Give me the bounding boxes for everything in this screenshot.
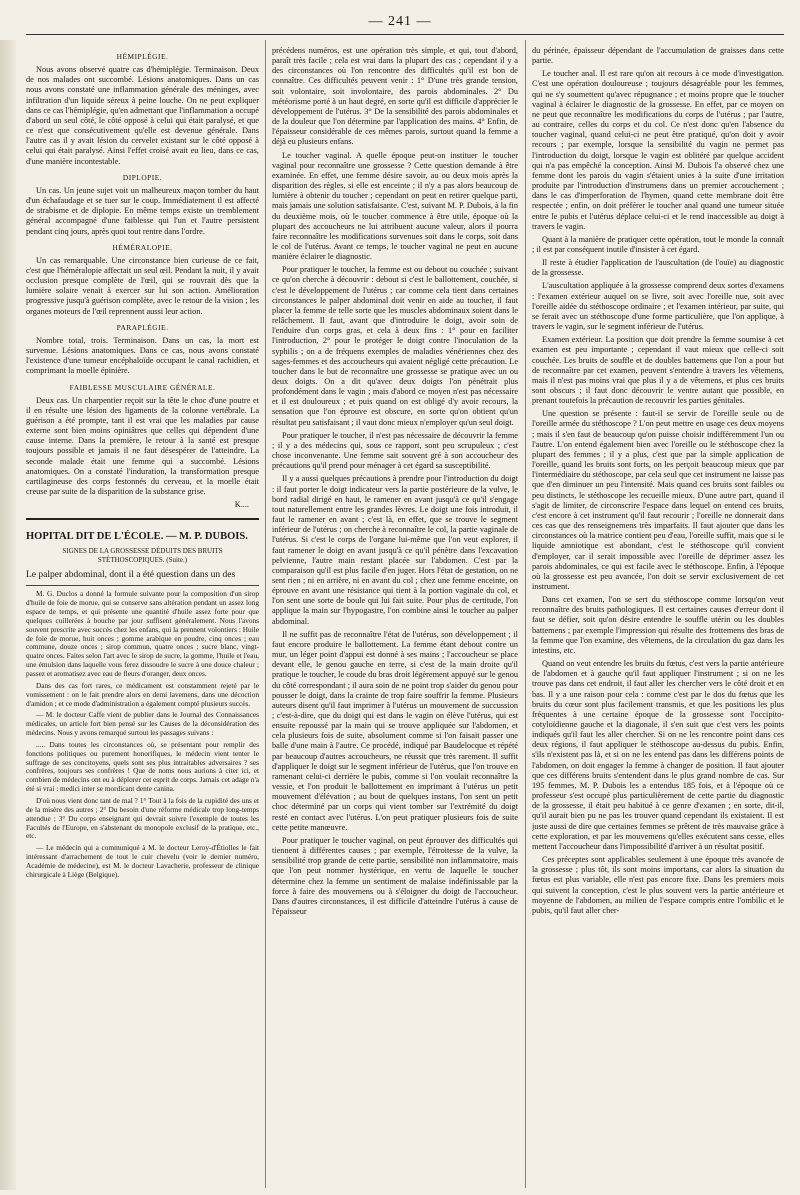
paragraph: Pour pratiquer le toucher vaginal, on peut éprouver des difficultés qui tiennent à différentes causes ; par exemple, l'étroitesse de la vulve, la sensibilité trop grande de cette partie, sensibilité non inflammatoire, mais que l'on peut nommer hystérique, en vertu de laquelle le toucher détermine chez la femme un sentiment de malaise indéfinissable par la force à faire des mouvemens ou à s'éloigner du doigt de l'accoucheur. Dans d'autres circonstances, il est difficile d'atteindre l'utérus à cause de l'épaisseur [272, 835, 518, 916]
paragraph: Ces préceptes sont applicables seulement à une époque très avancée de la grossesse ; plus tôt, ils sont moins importans, car alors la situation du fœtus est plus variable, elle n'est pas encore fixe. Dans les premiers mois qui suivent la conception, c'est le plus souvent vers la partie antérieure et moyenne de l'abdomen, au milieu de l'espace compris entre l'ombilic et le pubis, qu'il faut aller cher- [532, 855, 784, 915]
small-paragraph: — Le médecin qui a communiqué à M. le docteur Leroy-d'Étiolles le fait intéressant d'arrachement de tout le cuir chevelu (voir le dernier numéro, Académie de médecine), est M. le docteur Lavacherie, professeur de clinique chirurgicale à Liège (Belgique). [26, 843, 259, 879]
paragraph: L'auscultation appliquée à la grossesse comprend deux sortes d'examens : l'examen extérieur auquel on se livre, soit avec l'oreille nue, soit avec l'oreille aidée du stéthoscope ordinaire ; et l'examen intérieur, par suite, qui se ferait avec un stéthoscope d'une forme particulière, que l'on applique, à travers le vagin, sur le segment inférieur de l'utérus. [532, 281, 784, 332]
small-paragraph: — M. le docteur Caffe vient de publier dans le Journal des Connaissances médicales, un article fort bien pensé sur les Causes de la déconsidération des médecins. Nous y avons remarqué surtout les passages suivans : [26, 710, 259, 738]
scan-edge [0, 40, 16, 1190]
small-paragraph: Dans des cas fort rares, ce médicament est constamment rejeté par le vomissement : on le fait prendre alors en demi lavemens, dans une décoction d'amidon ; et ce mode d'administration a également compté plusieurs succès. [26, 680, 259, 708]
column-right [532, 46, 784, 919]
section-heading: HÉMÉRALOPIE. [112, 242, 173, 252]
column-divider [265, 40, 266, 1188]
paragraph: Il ne suffit pas de reconnaître l'état de l'utérus, son développement ; il faut encore produire le ballottement. La femme étant debout contre un mur, un léger point d'appui est donné à ses mains ; l'accoucheur se place devant elle, le genou gauche en terre, si c'est de la main droite qu'il pratique le toucher, le coude du bras droit légèrement appuyé sur le genou du côté correspondant ; il aura soin de ne point trop s'aider du genou pour pousser le doigt, dans la crainte de trop faire souffrir la femme. Plusieurs auteurs disent qu'il faut imprimer à l'utérus un mouvement de succussion ; c'est-à-dire, que du doigt qui est dans le vagin on élève l'utérus, qui est ensuite repoussé par la main qui se trouve appliquée sur l'abdomen, et cela plusieurs fois de suite, absolument comme si l'on faisait passer une balle d'une main à l'autre. Ce procédé, indiqué par Baudelocque et répété par beaucoup d'autres accoucheurs, ne réussit que très rarement. Il suffit d'appliquer le doigt sur le segment inférieur de l'utérus, que l'on trouve en ramenant celui-ci derrière le pubis, comme si l'on voulait reconnaître la vessie, et l'on produit le ballottement en imprimant à l'utérus un petit mouvement d'élévation ; au bout de quelques instans, l'on sent un petit choc déterminé par un corps qui vient tomber sur l'extrémité du doigt resté en contact avec l'utérus. L'on peut pratiquer plusieurs fois de suite cette petite manœuvre. [272, 629, 518, 832]
column-middle [272, 46, 518, 920]
divider [26, 518, 259, 520]
paragraph: du périnée, épaisseur dépendant de l'accumulation de graisses dans cette partie. [532, 46, 784, 66]
paragraph: Nous avons observé quatre cas d'hémiplégie. Terminaison. Deux de nos malades ont succombé. Lésions anatomiques. Dans un cas nous avons constaté une inflammation générale des méninges, avec infiltration d'un liquide séreux à peine louche. On ne peut expliquer dans ce cas l'hémiplégie, qu'en admettant que l'inflammation a occupé d'abord un seul côté, le côté opposé à celui qui était paralysé, et que ce n'est que consécutivement qu'elle est devenue générale. Dans l'autre cas il y avait lésion du cervelet existant sur le côté opposé à celui qui était paralysé. Ainsi l'effet croisé avait eu lieu, dans ce cas, d'une manière incontestable. [26, 65, 259, 166]
paragraph: Dans cet examen, l'on se sert du stéthoscope comme lorsqu'on veut reconnaître des bruits pathologiques. Il est certaines causes d'erreur dont il faut se défier, soit qu'on désire entendre le souffle utérin ou les doubles battemens ; par exemple l'impression qui résulte des frottemens des bras de la femme que l'on examine, des vêtemens, de la circulation du gaz dans les intestins, etc. [532, 595, 784, 655]
paragraph: Pour pratiquer le toucher, il n'est pas nécessaire de découvrir la femme ; il y a des médecins qui, sous ce rapport, sont peu scrupuleux ; c'est chose inconvenante. Une femme sait souvent gré à son accoucheur des précautions qu'il prend pour ménager à cet égard sa susceptibilité. [272, 430, 518, 471]
section-heading: DIPLOPIE. [122, 172, 163, 182]
section-heading: HÉMIPLÉGIE. [116, 52, 169, 61]
paragraph: Nombre total, trois. Terminaison. Dans un cas, la mort est survenue. Lésions anatomiques. Dans ce cas, nous avons constaté l'existence d'une tumeur encéphaloïde occupant le canal rachidien, et comprimant la moelle épinière. [26, 335, 259, 376]
small-paragraph: D'où nous vient donc tant de mal ? 1° Tout à la fois de la cupidité des uns et de la misère des autres ; 2° Du besoin d'une réforme médicale trop long-temps attendue ; 3° Du corps enseignant qui devrait suivre l'exemple de toutes les Facultés de l'Europe, en s'abstenant du monopole exclusif de la pratique, etc., etc. [26, 795, 259, 841]
paragraph: Il y a aussi quelques précautions à prendre pour l'introduction du doigt : il faut porter le doigt indicateur vers la partie postérieure de la vulve, le bord radial dirigé en haut, le ramener en avant jusqu'à ce qu'il s'engage tout naturellement entre les grandes lèvres. Le doigt une fois introduit, il faut le ramener en avant ; c'est là, en effet, que se trouve le segment inférieur de l'utérus ; on cherche à reconnaître le col, la partie vaginale de l'utérus. Si c'est le corps de l'organe lui-même que l'on veut explorer, il faut ramener le doigt en avant jusqu'à ce qu'il pénètre dans l'excavation pelvienne, l'autre main restant placée sur l'abdomen. C'est par la comparaison qu'il est plus facile d'en juger. Hors l'état de gestation, on ne sent rien ; ni en arrière, ni en avant du col ; chez une femme enceinte, on éprouve en avant une résistance qui tient à la portion vaginale du col, et l'on sent une sorte de boule qui lui fait suite. Pour plus de certitude, l'on applique la main sur l'hypogastre, l'on combine ainsi le toucher au palper abdominal. [272, 474, 518, 626]
divider [26, 585, 259, 586]
section-heading: PARAPLÉGIE. [116, 322, 169, 332]
signature: K.... [234, 500, 249, 510]
paragraph: Une question se présente : faut-il se servir de l'oreille seule ou de l'oreille armée du stéthoscope ? L'on peut mettre en usage ces deux moyens ; mais il s'en faut de beaucoup qu'on puisse choisir indifféremment l'un ou l'autre. L'on entend également bien avec l'oreille ou le stéthoscope chez la plupart des femmes ; il y a plus, c'est que par la simple application de l'oreille, quand les bruits sont forts, on les perçoit beaucoup mieux que par l'intermédiaire du stéthoscope, par cela seul que cet instrument ne laisse pas que d'en diminuer un peu l'intensité. Mais quand ces bruits sont faibles ou peu distincts, le stéthoscope les recueille mieux. D'une autre part, quand il s'agit de limiter, de circonscrire l'espace dans lequel on entend ces bruits, c'est encore à cet instrument qu'il faut recourir ; l'oreille ne donnerait dans ces cas que des renseignemens très imparfaits. Il faut ajouter que dans les circonstances où la matrice contient peu d'eau, l'oreille suffit, mais que si le liquide amniotique est abondant, c'est le stéthoscope qu'il convient d'employer, car il serait impossible avec l'oreille de déprimer assez les parois abdominales, ce qui est facile avec le stéthoscope. Enfin, à l'époque où la grossesse est peu avancée, l'on doit se servir exclusivement de cet instrument. [532, 409, 784, 591]
paragraph: Le toucher vaginal. A quelle époque peut-on instituer le toucher vaginal pour reconnaître une grossesse ? Cette question demande à être examinée. En effet, une femme désire savoir, au ou deux mois après la disparition des règles, si elle est enceinte ; il n'y a pas alors beaucoup de lumière à obtenir du toucher ; cependant on peut en retirer quelque parti, mais jamais une solution satisfaisante. C'est, suivant M. P. Dubois, à la fin du deuxième mois, où le toucher commence à être utile, époque où la plupart des accoucheurs ne lui attribuent aucune valeur, alors il pourra faire reconnaître les modifications survenues soit dans le corps, soit dans le col de l'utérus. Avant ce temps, le toucher vaginal ne peut en aucune manière éclairer le diagnostic. [272, 150, 518, 262]
paragraph: précédens numéros, est une opération très simple, et qui, tout d'abord, paraît très facile ; cela est vrai dans la plupart des cas ; cependant il y a des circonstances où l'on rencontre des difficultés qu'il est bon de connaître. Ces difficultés peuvent venir : 1° D'une très grande tension, soit volontaire, soit involontaire, des parois abdominales. 2° Du météorisme porté à un haut degré, en sorte qu'il est difficile d'apprécier le développement de l'utérus. 3° De la sensibilité des parois abdominales et de la douleur que l'on détermine par l'application des mains. 4° Enfin, de l'épaisseur considérable de ces mêmes parois, surtout quand la femme a déjà eu plusieurs enfans. [272, 46, 518, 147]
small-paragraph: ..... Dans toutes les circonstances où, se présentant pour remplir des fonctions politiques ou purement honorifiques, le médecin vient tenter le suffrage de ses concitoyens, quels sont ses plus intraitables adversaires ? ses confrères, toujours ses confrères ! Que de noms nous aurions à citer ici, et combien de médecins ont eu à déplorer cet esprit de corps. Jamais cet adage n'a été si vrai : medici inter se mordicant dente canina. [26, 739, 259, 794]
paragraph: Examen extérieur. La position que doit prendre la femme soumise à cet examen est peu importante ; cependant il vaut mieux que celle-ci soit couchée. Les bruits de souffle et de doubles battemens que l'on a pour but de reconnaître par cet examen, peuvent s'entendre à travers les vêtemens, mais il n'est pas moins vrai que plus il y a de vêtemens, et plus ces bruits sont obscurs ; il faut donc découvrir le ventre autant que possible, en prenant toutefois la précaution de recouvrir les parties génitales. [532, 335, 784, 406]
paragraph: Deux cas. Un charpentier reçoit sur la tête le choc d'une poutre et il en résulte une lésion des ligaments de la colonne vertébrale. La guérison a été prompte, tant il est vrai que les maladies par cause externe sont bien moins opiniâtres que celles qui dépendent d'une cause interne. Dans la première, le retour à la santé est presque toujours possible et jamais il ne faut désespérer de l'atteindre. La seconde malade était une femme qui a succombé. Lésions anatomiques. On a constaté l'induration, la transformation presque cartilagineuse des corps festonnés du cerveau, et la moelle était creuse par suite de la disparition de la substance grise. [26, 395, 259, 497]
paragraph: Le toucher anal. Il est rare qu'on ait recours à ce mode d'investigation. C'est une opération douloureuse ; toujours désagréable pour les femmes, qui ne s'y soumettent qu'avec répugnance ; et moins propre que le toucher vaginal à éclairer le diagnostic de la grossesse. En effet, par ce moyen on ne peut que reconnaître les modifications du corps de l'utérus ; par l'autre, au contraire, celles du corps et du col. Ce n'est donc qu'en l'absence du toucher vaginal, quand celui-ci ne peut être pratiqué, qu'on doit y avoir recours ; par exemple, lorsque la sensibilité du vagin ne permet pas l'introduction du doigt, lorsque le vagin est oblitéré par quelque accident qui n'a pas empêché la conception. Ainsi M. Dubois l'a observé chez une femme dont les parois du vagin s'étaient unies à la suite d'une irritation produite par l'introduction d'instrumens dans un premier accouchement ; dans le cas d'imperforation de l'hymen, quand cette membrane doit être respectée ; enfin, on doit préférer le toucher anal quand une tumeur située entre le pubis et l'utérus déplace celui-ci et le rend inaccessible au doigt à travers le vagin. [532, 69, 784, 231]
paragraph: Pour pratiquer le toucher, la femme est ou debout ou couchée ; suivant ce qu'on cherche à découvrir : debout si c'est le ballottement, couchée, si c'est le développement de l'utérus ; car comme cela tient dans certaines circonstances le palper abdominal doit venir en aide au toucher, il faut placer la femme de telle sorte que les muscles abdominaux soient dans le relâchement. Il faut, avant que d'introduire le doigt, avoir soin de l'enduire d'un corps gras, et cela à deux fins : 1° pour en faciliter l'introduction, 2° pour le protéger le doigt contre l'inoculation de la syphilis ; on a de fréquens exemples de maladies vénériennes chez des sages-femmes et des accoucheurs qui avaient négligé cette précaution. Le toucher dans le but de reconnaître une grossesse se pratique avec un ou deux doigts. On a dit qu'avec deux doigts l'on pénétrait plus profondément dans le vagin ; mais d'abord ce moyen n'est pas nécessaire et il est douloureux ; et puis quand on est obligé d'y avoir recours, la sensation que l'on éprouve est obscure, en sorte qu'on obtient qu'un résultat peu satisfaisant ; il vaut donc mieux n'employer qu'un seul doigt. [272, 265, 518, 427]
paragraph: Un cas remarquable. Une circonstance bien curieuse de ce fait, c'est que l'héméralopie affectait un seul œil. Pendant la nuit, il y avait occlusion presque complète de l'œil, qui se rouvrait dès que la lumière solaire venait à exercer sur lui son action. Amélioration progressive jusqu'à guérison complète, avec le retour de la vision ; les organes moteurs de l'œil reprennent aussi leur action. [26, 255, 259, 316]
paragraph: Quand on veut entendre les bruits du fœtus, c'est vers la partie antérieure de l'abdomen et à gauche qu'il faut appliquer l'instrument ; si on ne les trouve pas dans cet endroit, il faut aller les chercher vers le côté droit et en bas. Il y a une raison pour cela : comme c'est par le dos du fœtus que les bruits du cœur sont plus facilement transmis, et que les positions les plus fréquentes à une certaine époque de la grossesse sont l'occipito-cotyloïdienne gauche et la diagonale, il s'en suit que c'est vers les points indiqués qu'il faut les aller chercher. Si on ne les rencontre point dans ces deux régions, il faut appliquer le stéthoscope au-dessus du pubis. Enfin, s'ils n'existent pas là, et si on ne les entend pas dans les différens points de l'abdomen, on doit engager la femme à changer de position. Il faut ajouter que ces différens bruits s'entendent dans le plus grand nombre de cas. Sur 195 femmes, M. P. Dubois les a entendus 185 fois, et à l'époque où ce professeur s'est occupé plus particulièrement de cette partie du diagnostic de la grossesse, il était peu habitué à ce genre d'examen ; en sorte, dit-il, qu'il aurait bien pu ne pas les trouver quand cependant ils existaient. Il est juste aussi de dire que certaines femmes se prêtent de très mauvaise grâce à cette exploration, et par les mouvemens qu'elles exécutent sans cesse, elles mettent l'accoucheur dans l'impossibilité d'arriver à un résultat positif. [532, 659, 784, 851]
paragraph: Il reste à étudier l'application de l'auscultation (de l'ouïe) au diagnostic de la grossesse. [532, 258, 784, 278]
lead-text: Le palper abdominal, dont il a été question dans un des [26, 570, 236, 581]
section-heading: FAIBLESSE MUSCULAIRE GÉNÉRALE. [69, 382, 216, 392]
paragraph: Quant à la manière de pratiquer cette opération, tout le monde la connaît ; il est par conséquent inutile d'insister à cet égard. [532, 234, 784, 254]
header-rule [26, 34, 784, 35]
small-paragraph: M. G. Duclos a donné la formule suivante pour la composition d'un sirop d'huile de foie de morue, qui se conserve sans altération pendant un assez long espace de temps, et qui présente une quantité d'huile assez forte pour que quelques cuillerées à bouche par jour suffisent généralement. Nous l'avons souvent prescrite avec succès chez les enfans, qui la prennent volontiers : Huile de foie de morue, huit onces ; gomme arabique en poudre, cinq onces ; eau commune, douze onces ; sirop commun, quatre onces ; sucre blanc, vingt-quatre onces. Faites selon l'art avec le sirop de sucre, la gomme, l'huile et l'eau, une émulsion dans laquelle vous ferez dissoudre le sucre à une douce chaleur ; passez et aromatisez avec eau de fleurs d'oranger, deux onces. [26, 589, 259, 678]
article-title: HOPITAL DIT DE L'ÉCOLE. — M. P. DUBOIS. [26, 531, 248, 543]
page-number: — 241 — [368, 14, 432, 29]
paragraph: Un cas. Un jeune sujet voit un malheureux maçon tomber du haut d'un échafaudage et se tuer sur le coup. Immédiatement il est affecté de strabisme et de diplopie. En même temps existe un tremblement général accompagné d'une faiblesse qui l'un et l'autre persistent pendant cinq jours, après quoi tout rentre dans l'ordre. [26, 185, 259, 236]
column-left [26, 46, 259, 883]
article-subtitle: SIGNES DE LA GROSSESSE DÉDUITS DES BRUITS STÉTHOSCOPIQUES. (Suite.) [62, 547, 223, 565]
column-divider [525, 40, 526, 1188]
